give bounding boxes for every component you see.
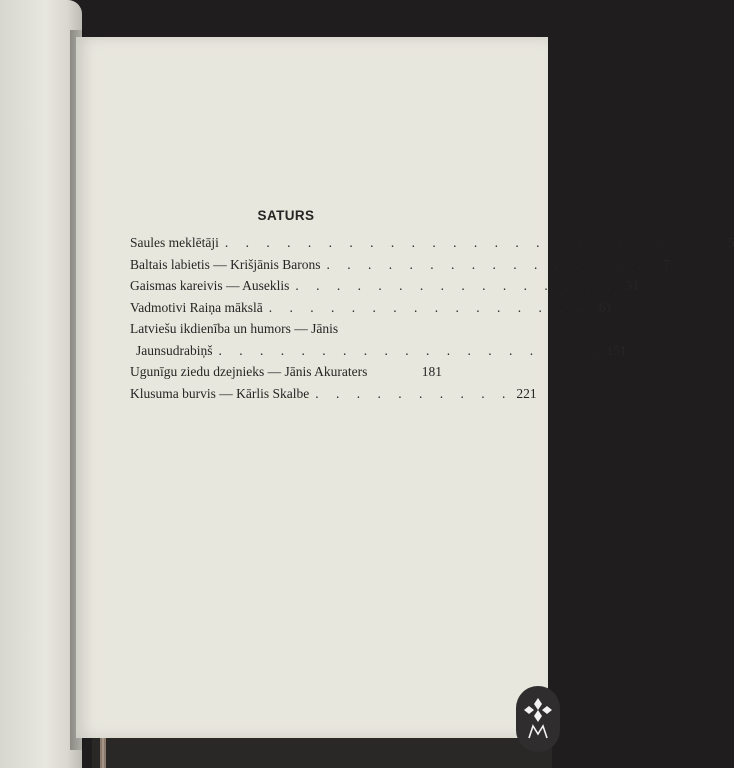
toc-entry <box>130 383 537 405</box>
leader-dots: . . . . . . . . . . . . . . . . <box>326 256 649 272</box>
toc-entry-title: Klusuma burvis — Kārlis Skalbe <box>130 385 310 401</box>
toc-entry-title: Gaismas kareivis — Auseklis <box>130 278 290 293</box>
leader-dots: . . . . . . . . . . <box>315 385 513 401</box>
bookmark-ribbon <box>100 738 106 768</box>
toc-entry <box>130 318 627 361</box>
leader-dots: . . . . . . . . . . . . . . . . . . . <box>218 342 603 358</box>
leader-dots: . . . . . . . . . . . . . . . . . . . . . . . . <box>224 235 713 250</box>
toc-entry-page: 5 <box>727 235 734 250</box>
leader-dots: . . . . . . . . . . . . . . . . <box>295 278 617 293</box>
toc-entry <box>130 275 639 297</box>
toc-entry-page: 151 <box>606 342 627 358</box>
toc-entry-title: Saules meklētāji <box>130 235 219 250</box>
toc-entry-title-continued: Jaunsudrabiņš <box>136 342 213 358</box>
toc-entry-title: Ugunīgu ziedu dzejnieks — Jānis Akuraters <box>130 364 368 379</box>
toc-entry <box>130 254 671 276</box>
toc-entry-title: Vadmotivi Raiņa mākslā <box>130 299 263 315</box>
toc-entry-page: 7 <box>663 256 671 272</box>
leader-dots: . . . . . . . . . . . . . . . . <box>268 299 591 315</box>
toc-entry-title: Baltais labietis — Krišjānis Barons <box>130 256 321 272</box>
book-bottom-edge <box>92 738 552 768</box>
toc-entry-page: 221 <box>516 385 537 401</box>
toc-entry <box>130 361 442 383</box>
toc-entry <box>130 232 734 254</box>
toc-title: SATURS <box>257 208 315 223</box>
table-of-contents <box>130 208 734 404</box>
toc-entry-page: 181 <box>421 364 442 379</box>
toc-entry-title-line1 <box>130 318 442 340</box>
toc-entry <box>130 297 613 319</box>
ornament-logo-icon <box>516 686 560 752</box>
toc-entry-title: Latviešu ikdienība un humors — Jānis <box>130 321 339 336</box>
toc-entry-page: 31 <box>625 278 639 293</box>
toc-entry-page: 61 <box>598 299 613 315</box>
